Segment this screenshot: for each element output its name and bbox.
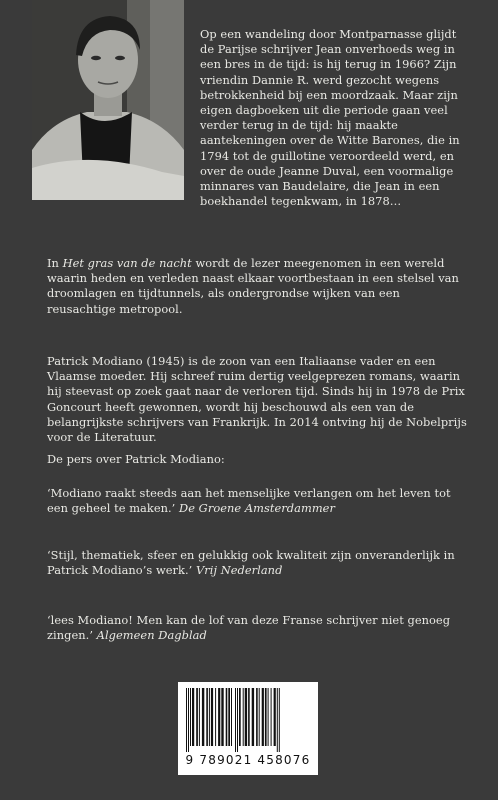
barcode-bar — [262, 688, 264, 746]
barcode-bar — [279, 688, 280, 752]
barcode-bar — [206, 688, 208, 746]
author-portrait-image — [32, 0, 184, 200]
book-title: Het gras van de nacht — [62, 256, 192, 270]
barcode-bars — [184, 688, 312, 752]
barcode-bar — [237, 688, 238, 752]
barcode-bar — [277, 688, 278, 752]
barcode-bar — [228, 688, 230, 746]
barcode-bar — [211, 688, 213, 746]
barcode-bar — [196, 688, 198, 746]
barcode-bar — [252, 688, 254, 746]
barcode-bar — [188, 688, 189, 752]
press-quote — [47, 486, 472, 516]
blurb-intro-text: Op een wandeling door Montparnasse glijdt de Parijse schrijver Jean onverhoeds weg in een bres in de tijd: is hij terug in 1966? Zijn vriendin Dannie R. werd gezocht wegens betrokkenheid bij een moordzaak. Maar zijn eigen dagboeken uit die periode gaan veel verder terug in de tijd: hij maakte aantekeningen over de Witte Barones, die in 1794 tot de guillotine veroordeeld werd, en over de oude Jeanne Duval, een voormalige minnares van Baudelaire, die Jean in een boekhandel tegenkwam, in 1878… — [200, 27, 460, 209]
barcode-bar — [218, 688, 220, 746]
blurb-intro — [200, 27, 472, 209]
barcode-bar — [239, 688, 241, 746]
press-heading — [47, 452, 472, 467]
quote-source: De Groene Amsterdammer — [179, 501, 335, 516]
p2-prefix: In — [47, 256, 63, 270]
p2-rest: wordt de lezer meegenomen in een wereld waarin heden en verleden naast elkaar voortbestaan in een stelsel van droomlagen en tijdtunnels, als ondergrondse wijken van een reusachtige metropool. — [47, 256, 459, 316]
quote-source: Algemeen Dagblad — [96, 628, 207, 643]
press-quote — [47, 548, 472, 578]
barcode-bar — [202, 688, 204, 746]
barcode-bar — [221, 688, 223, 746]
author-bio-text: Patrick Modiano (1945) is de zoon van een Italiaanse vader en een Vlaamse moeder. Hij schreef ruim dertig veelgeprezen romans, waarin hij steevast op zoek gaat naar de verloren tijd. Sinds hij in 1978 de Prix Goncourt heeft gewonnen, wordt hij beschouwd als een van de belangrijkste schrijvers van Frankrijk. In 2014 ontving hij de Nobelprijs voor de Literatuur. — [47, 354, 467, 445]
barcode-bar — [192, 688, 194, 746]
quote-text: ‘Stijl, thematiek, sfeer en gelukkig ook kwaliteit zijn onveranderlijk in Patrick Modiano’s werk.’ — [47, 548, 455, 578]
quote-source: Vrij Nederland — [196, 563, 283, 578]
barcode-bar — [248, 688, 250, 746]
barcode-bar — [235, 688, 236, 752]
barcode-bar — [245, 688, 247, 746]
author-photo — [32, 0, 184, 200]
author-bio — [47, 354, 472, 445]
barcode-bar — [271, 688, 272, 746]
barcode-bar — [243, 688, 244, 746]
barcode-bar — [190, 688, 191, 746]
barcode-bar — [209, 688, 210, 746]
barcode-bar — [259, 688, 260, 746]
barcode-bar — [226, 688, 228, 746]
barcode-bar — [274, 688, 276, 746]
barcode-bar — [186, 688, 187, 752]
isbn-number: 9 789021 458076 — [185, 753, 311, 767]
barcode-bar — [268, 688, 269, 746]
barcode-bar — [256, 688, 258, 746]
barcode-bar — [231, 688, 232, 746]
barcode-bar — [265, 688, 267, 746]
quote-text: ‘Modiano raakt steeds aan het menselijke verlangen om het leven tot een geheel te maken.’ — [47, 486, 451, 516]
press-heading-text: De pers over Patrick Modiano: — [47, 452, 225, 466]
quote-text: ‘lees Modiano! Men kan de lof van deze Franse schrijver niet genoeg zingen.’ — [47, 613, 451, 643]
barcode-bar — [199, 688, 200, 746]
press-quote — [47, 613, 472, 643]
barcode-bar — [215, 688, 216, 746]
isbn-barcode — [178, 682, 318, 775]
blurb-novel-paragraph — [47, 256, 472, 317]
